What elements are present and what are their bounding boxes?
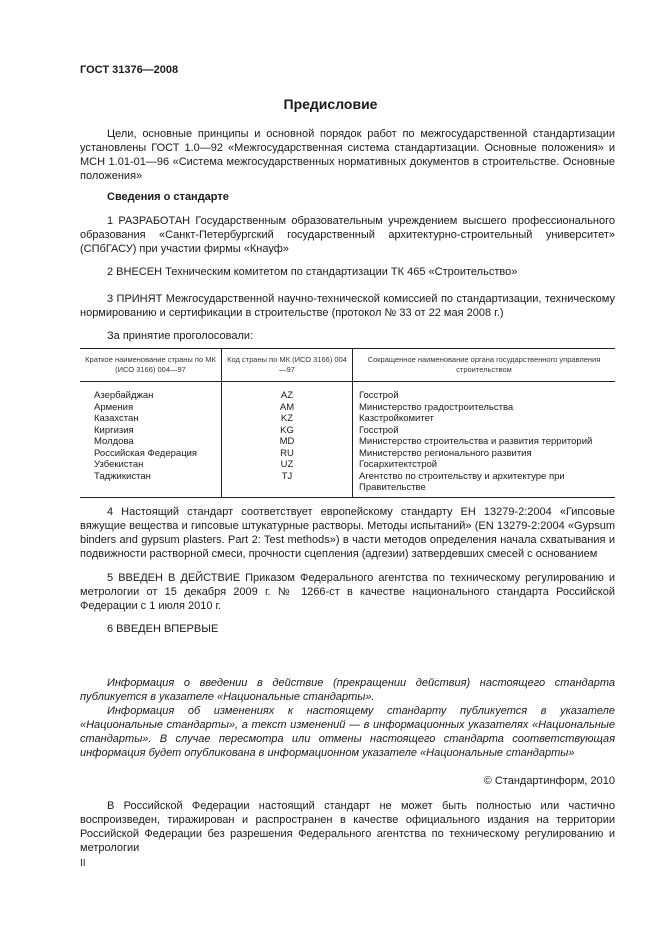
item-1 <box>80 214 615 256</box>
item-2-lead: 2 ВНЕСЕН <box>107 266 163 278</box>
code-cell: MD <box>222 436 353 448</box>
intro-paragraph: Цели, основные принципы и основной порядок работ по межгосударственной стандартизации установлены ГОСТ 1.0—92 «Межгосударственная система стандартизации. Основные положения» и МСН 1.01-01—96 «Система межгосударственных нормативных документов в строительстве. Основные положения» <box>80 128 615 182</box>
table-row <box>80 471 615 498</box>
voted-label: За принятие проголосовали: <box>107 330 254 342</box>
body-cell: Госстрой <box>353 425 616 437</box>
item-3 <box>80 292 615 320</box>
item-5-lead: 5 ВВЕДЕН В ДЕЙСТВИЕ <box>107 572 241 584</box>
country-cell: Армения <box>94 401 134 413</box>
table-row <box>80 436 615 448</box>
item-5 <box>80 571 615 613</box>
note-changes: Информация об изменениях к настоящему стандарту публикуется в указателе «Национальные стандарты», а текст изменений — в информационных указателях «Национальные стандарты». В случае пересмотра или отмены настоящего стандарта соответствующая информация будет опубликована в информационном указателе «Национальные стандарты» <box>80 705 615 759</box>
item-5-text: Приказом Федерального агентства по техническому регулированию и метрологии от 15 декабря 2009 г. № 1266-ст в качестве национального стандарта Российской Федерации с 1 июля 2010 г. <box>80 572 615 612</box>
copyright: © Стандартинформ, 2010 <box>483 775 615 787</box>
body-cell: Госстрой <box>353 382 616 402</box>
code-cell: RU <box>222 448 353 460</box>
country-cell: Казахстан <box>94 413 139 424</box>
table-row <box>80 402 615 414</box>
country-cell: Молдова <box>94 436 134 447</box>
country-cell: Азербайджан <box>94 390 154 401</box>
body-cell: Казстройкомитет <box>353 413 616 425</box>
item-2-text: Техническим комитетом по стандартизации ТК 465 «Строительство» <box>162 266 518 278</box>
table-row <box>80 459 615 471</box>
page-number: II <box>80 858 86 869</box>
code-cell: TJ <box>222 471 353 498</box>
table-row <box>80 448 615 460</box>
body-cell: Госархитектстрой <box>353 459 616 471</box>
col-header-code: Код страны по МК (ИСО 3166) 004—97 <box>222 349 353 382</box>
col-header-body: Сокращенное наименование органа государственного управления строительством <box>353 349 616 382</box>
table-row <box>80 413 615 425</box>
body-cell: Министерство регионального развития <box>353 448 616 460</box>
item-3-lead: 3 ПРИНЯТ <box>107 293 163 305</box>
body-cell: Агентство по строительству и архитектуре при Правительстве <box>353 471 616 498</box>
body-cell: Министерство градостроительства <box>353 402 616 414</box>
code-cell: KZ <box>222 413 353 425</box>
rights-notice: В Российской Федерации настоящий стандарт не может быть полностью или частично воспроизведен, тиражирован и распространен в качестве официального издания на территории Российской Федерации без разрешения Федерального агентства по техническому регулированию и метрологии <box>80 800 615 854</box>
table-row <box>80 425 615 437</box>
table-header-row <box>80 349 615 382</box>
country-cell: Узбекистан <box>94 459 144 470</box>
item-3-text: Межгосударственной научно-технической комиссией по стандартизации, техническому нормированию и сертификации в строительстве (протокол № 33 от 22 мая 2008 г.) <box>80 293 615 319</box>
country-cell: Российская Федерация <box>94 447 198 459</box>
item-1-lead: 1 РАЗРАБОТАН <box>107 215 191 227</box>
document-code: ГОСТ 31376—2008 <box>80 64 179 76</box>
item-4: 4 Настоящий стандарт соответствует европейскому стандарту ЕН 13279-2:2004 «Гипсовые вяжущие вещества и гипсовые штукатурные растворы. Методы испытаний» (EN 13279-2:2004 «Gypsum binders and gypsum plasters. Part 2: Test methods») в части методов определения начала схватывания и подвижности растворной смеси, прочности сцепления (адгезии) затвердевших смесей с основанием <box>80 506 615 560</box>
code-cell: AM <box>222 402 353 414</box>
table-row <box>80 382 615 402</box>
info-heading: Сведения о стандарте <box>107 191 229 203</box>
code-cell: KG <box>222 425 353 437</box>
code-cell: AZ <box>222 382 353 402</box>
code-cell: UZ <box>222 459 353 471</box>
col-header-country: Краткое наименование страны по МК (ИСО 3166) 004—97 <box>80 349 222 382</box>
item-6: 6 ВВЕДЕН ВПЕРВЫЕ <box>107 623 219 635</box>
country-cell: Таджикистан <box>80 471 222 498</box>
note-introduction: Информация о введении в действие (прекращении действия) настоящего стандарта публикуется в указателе «Национальные стандарты». <box>80 677 615 703</box>
page-title: Предисловие <box>283 96 378 112</box>
body-cell: Министерство строительства и развития территорий <box>353 436 616 448</box>
item-1-text: Государственным образовательным учреждением высшего профессионального образования «Санкт-Петербургский государственный архитектурно-строительный университет» (СПбГАСУ) при участии фирмы «Кнауф» <box>80 215 616 255</box>
voting-table <box>80 348 615 498</box>
country-cell: Киргизия <box>94 424 134 436</box>
item-2 <box>80 265 615 279</box>
